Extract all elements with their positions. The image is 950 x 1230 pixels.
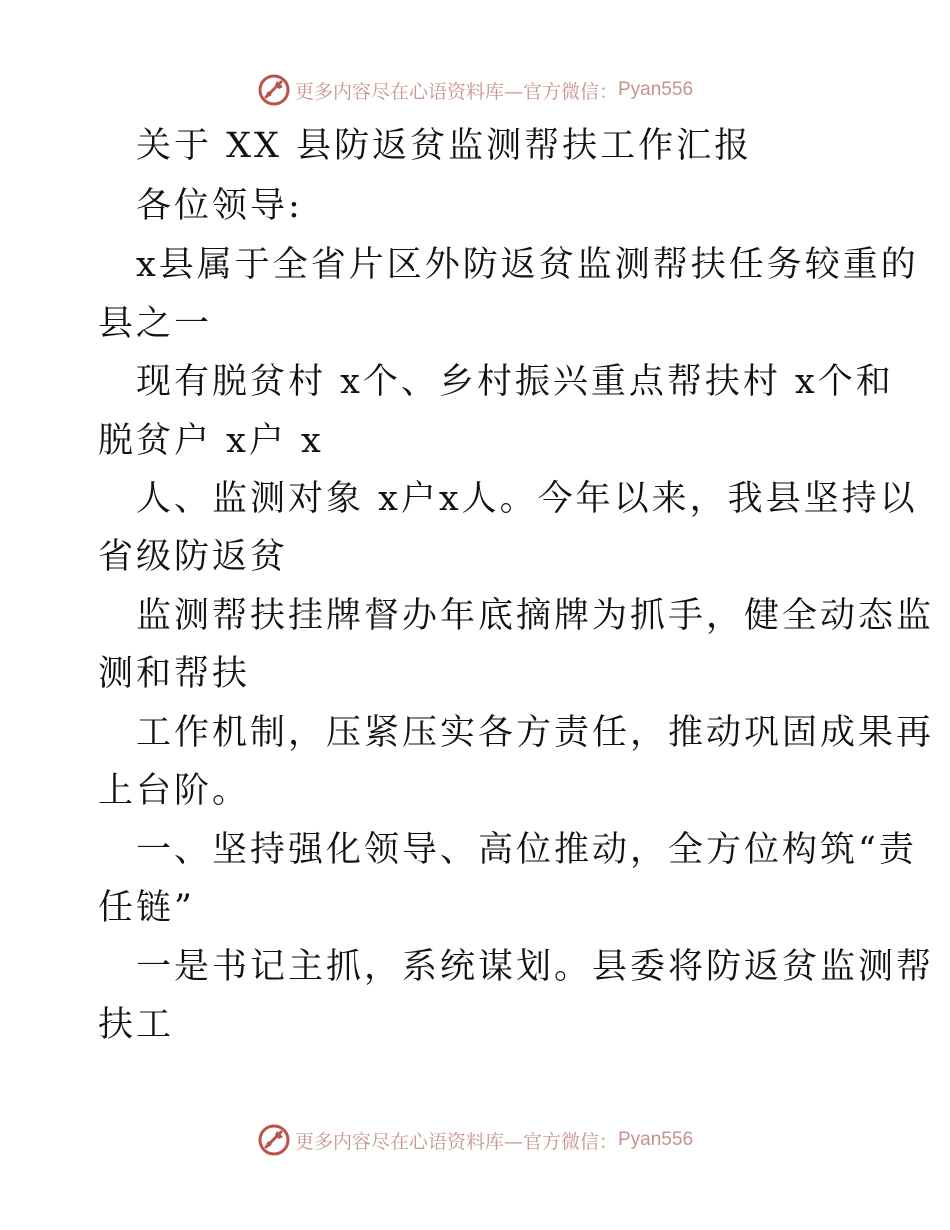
watermark-text: 更多内容尽在心语资料库—官方微信： bbox=[294, 80, 618, 103]
brand-logo-icon bbox=[257, 1123, 291, 1157]
header-watermark bbox=[0, 70, 950, 110]
paragraph-line: 一是书记主抓，系统谋划。县委将防返贫监测帮 bbox=[136, 947, 935, 987]
section-heading: 任链” bbox=[98, 888, 195, 928]
salutation: 各位领导: bbox=[136, 186, 303, 226]
watermark-text: 更多内容尽在心语资料库—官方微信： bbox=[294, 1130, 618, 1153]
brand-logo-icon bbox=[257, 73, 291, 107]
paragraph-line: x县属于全省片区外防返贫监测帮扶任务较重的 bbox=[136, 245, 919, 285]
paragraph-line: 扶工 bbox=[98, 1005, 175, 1045]
paragraph-line: 上台阶。 bbox=[98, 771, 251, 811]
watermark-wechat-id: Pyan556 bbox=[618, 1129, 694, 1150]
watermark-wechat-id: Pyan556 bbox=[618, 79, 694, 100]
paragraph-line: 监测帮扶挂牌督办年底摘牌为抓手，健全动态监 bbox=[136, 596, 935, 636]
paragraph-line: 现有脱贫村 x个、乡村振兴重点帮扶村 x个和 bbox=[136, 362, 894, 402]
paragraph-line: 县之一 bbox=[98, 304, 213, 344]
paragraph-line: 人、监测对象 x户x人。今年以来，我县坚持以 bbox=[136, 479, 918, 519]
paragraph-line: 测和帮扶 bbox=[98, 654, 251, 694]
paragraph-line: 省级防返贫 bbox=[98, 537, 289, 577]
section-heading: 一、坚持强化领导、高位推动，全方位构筑“责 bbox=[136, 830, 917, 870]
document-title: 关于 XX 县防返贫监测帮扶工作汇报 bbox=[136, 126, 753, 166]
paragraph-line: 脱贫户 x户 x bbox=[98, 421, 324, 461]
paragraph-line: 工作机制，压紧压实各方责任，推动巩固成果再 bbox=[136, 713, 935, 753]
footer-watermark bbox=[0, 1120, 950, 1160]
